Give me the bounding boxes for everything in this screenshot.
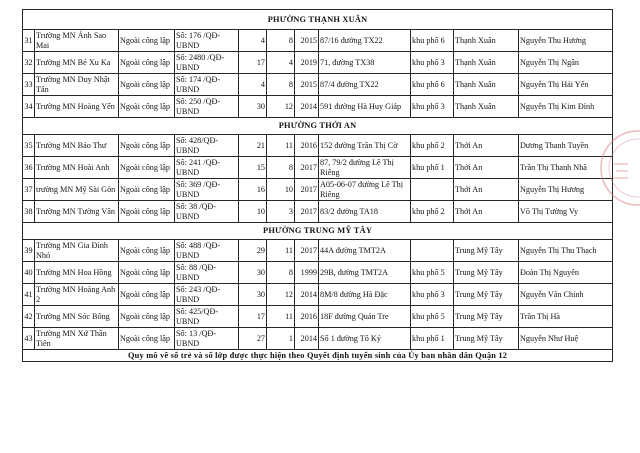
cell-address: 83/2 đường TA18 (319, 201, 411, 223)
cell-year: 2019 (295, 52, 319, 74)
cell-principal: Nguyễn Thị Ngân (519, 52, 613, 74)
cell-address: 591 đường Hà Huy Giáp (319, 96, 411, 118)
cell-principal: Trần Thị Hà (519, 306, 613, 328)
cell-decision: Số: 174 /QĐ-UBND (175, 74, 239, 96)
cell-stt: 37 (23, 179, 35, 201)
cell-year: 2016 (295, 306, 319, 328)
cell-day: 10 (239, 201, 267, 223)
cell-day: 30 (239, 284, 267, 306)
cell-name: Trường MN Bảo Thư (35, 135, 119, 157)
cell-name: Trường MN Sóc Bông (35, 306, 119, 328)
cell-quarter: khu phố 5 (411, 306, 454, 328)
seal-stamp-graphic (598, 124, 640, 216)
cell-quarter: khu phố 6 (411, 30, 454, 52)
table-row (23, 201, 613, 223)
cell-ward: Trung Mỹ Tây (454, 240, 519, 262)
cell-ward: Thới An (454, 201, 519, 223)
table-row (23, 284, 613, 306)
cell-day: 4 (239, 30, 267, 52)
cell-month: 4 (267, 52, 295, 74)
table-row (23, 262, 613, 284)
cell-year: 2015 (295, 74, 319, 96)
cell-type: Ngoài công lập (119, 74, 175, 96)
cell-stt: 32 (23, 52, 35, 74)
cell-decision: Số: 38 /QĐ-UBND (175, 201, 239, 223)
cell-name: Trường MN Xứ Thần Tiên (35, 328, 119, 350)
cell-day: 4 (239, 74, 267, 96)
cell-ward: Trung Mỹ Tây (454, 328, 519, 350)
cell-stt: 33 (23, 74, 35, 96)
cell-principal: Võ Thị Tường Vy (519, 201, 613, 223)
cell-quarter (411, 179, 454, 201)
cell-decision: Số: 243 /QĐ-UBND (175, 284, 239, 306)
table-row (23, 52, 613, 74)
cell-stt: 39 (23, 240, 35, 262)
roster-body (23, 10, 613, 350)
cell-ward: Thới An (454, 179, 519, 201)
cell-quarter: khu phố 1 (411, 328, 454, 350)
cell-decision: Số: 428/QĐ-UBND (175, 135, 239, 157)
cell-decision: Số: 88 /QĐ-UBND (175, 262, 239, 284)
cell-name: Trường MN Bé Xu Ka (35, 52, 119, 74)
cell-principal: Nguyễn Như Huệ (519, 328, 613, 350)
cell-month: 3 (267, 201, 295, 223)
table-row (23, 328, 613, 350)
cell-month: 12 (267, 96, 295, 118)
cell-quarter: khu phố 3 (411, 52, 454, 74)
cell-name: Trường MN Tường Vân (35, 201, 119, 223)
school-roster-table (22, 9, 613, 362)
cell-stt: 34 (23, 96, 35, 118)
cell-name: Trường MN Hoàng Yến (35, 96, 119, 118)
footer-row (23, 350, 613, 362)
cell-month: 8 (267, 30, 295, 52)
section-title: PHƯỜNG THẠNH XUÂN (23, 10, 613, 30)
cell-quarter: khu phố 3 (411, 284, 454, 306)
cell-stt: 40 (23, 262, 35, 284)
table-row (23, 96, 613, 118)
cell-address: 18F đường Quán Tre (319, 306, 411, 328)
cell-address: 87/16 đường TX22 (319, 30, 411, 52)
cell-month: 8 (267, 74, 295, 96)
cell-quarter: khu phố 2 (411, 135, 454, 157)
cell-type: Ngoài công lập (119, 96, 175, 118)
section-header-row (23, 223, 613, 240)
cell-ward: Thạnh Xuân (454, 52, 519, 74)
cell-day: 17 (239, 306, 267, 328)
cell-year: 2017 (295, 201, 319, 223)
cell-address: A05-06-07 đường Lê Thị Riêng (319, 179, 411, 201)
cell-decision: Số: 241 /QĐ-UBND (175, 157, 239, 179)
cell-quarter (411, 240, 454, 262)
cell-stt: 31 (23, 30, 35, 52)
cell-stt: 38 (23, 201, 35, 223)
cell-ward: Thới An (454, 157, 519, 179)
cell-quarter: khu phố 6 (411, 74, 454, 96)
cell-stt: 42 (23, 306, 35, 328)
cell-year: 2014 (295, 96, 319, 118)
cell-name: Trường MN Hoàng Anh 2 (35, 284, 119, 306)
cell-address: 87, 79/2 đường Lê Thị Riêng (319, 157, 411, 179)
seal-stamp (598, 124, 640, 216)
cell-decision: Số: 369 /QĐ-UBND (175, 179, 239, 201)
cell-month: 8 (267, 262, 295, 284)
cell-type: Ngoài công lập (119, 135, 175, 157)
table-row (23, 157, 613, 179)
cell-decision: Số: 250 /QĐ-UBND (175, 96, 239, 118)
cell-ward: Trung Mỹ Tây (454, 262, 519, 284)
cell-decision: Số: 13 /QĐ-UBND (175, 328, 239, 350)
cell-decision: Số: 176 /QĐ-UBND (175, 30, 239, 52)
footer-note: Quy mô về số trẻ và số lớp được thực hiện theo Quyết định tuyển sinh của Ủy ban nhân dân Quận 12 (23, 350, 613, 362)
section-title: PHƯỜNG TRUNG MỸ TÂY (23, 223, 613, 240)
cell-type: Ngoài công lập (119, 157, 175, 179)
cell-principal: Nguyễn Thị Thu Thạch (519, 240, 613, 262)
cell-stt: 43 (23, 328, 35, 350)
cell-stt: 36 (23, 157, 35, 179)
cell-day: 21 (239, 135, 267, 157)
cell-ward: Thạnh Xuân (454, 30, 519, 52)
cell-name: Trường MN Gia Đình Nhỏ (35, 240, 119, 262)
cell-month: 8 (267, 157, 295, 179)
cell-ward: Trung Mỹ Tây (454, 306, 519, 328)
cell-month: 12 (267, 284, 295, 306)
cell-year: 2017 (295, 240, 319, 262)
cell-decision: Số: 488 /QĐ-UBND (175, 240, 239, 262)
cell-ward: Thới An (454, 135, 519, 157)
cell-day: 16 (239, 179, 267, 201)
cell-type: Ngoài công lập (119, 30, 175, 52)
cell-address: 44A đường TMT2A (319, 240, 411, 262)
cell-month: 11 (267, 306, 295, 328)
cell-type: Ngoài công lập (119, 201, 175, 223)
table-row (23, 179, 613, 201)
cell-year: 2017 (295, 179, 319, 201)
cell-name: Trường MN Hoa Hồng (35, 262, 119, 284)
table-row (23, 135, 613, 157)
cell-principal: Nguyễn Thị Kim Đính (519, 96, 613, 118)
cell-type: Ngoài công lập (119, 328, 175, 350)
cell-decision: Số: 425/QĐ-UBND (175, 306, 239, 328)
cell-type: Ngoài công lập (119, 179, 175, 201)
cell-type: Ngoài công lập (119, 284, 175, 306)
cell-month: 1 (267, 328, 295, 350)
cell-name: Trường MN Hoài Anh (35, 157, 119, 179)
cell-year: 2017 (295, 157, 319, 179)
cell-address: 29B, đường TMT2A (319, 262, 411, 284)
cell-type: Ngoài công lập (119, 262, 175, 284)
cell-ward: Thạnh Xuân (454, 74, 519, 96)
cell-principal: Trần Thị Thanh Nhã (519, 157, 613, 179)
cell-principal: Dương Thanh Tuyền (519, 135, 613, 157)
cell-day: 15 (239, 157, 267, 179)
cell-name: trường MN Mỹ Sài Gòn (35, 179, 119, 201)
cell-stt: 41 (23, 284, 35, 306)
cell-quarter: khu phố 5 (411, 262, 454, 284)
cell-decision: Số: 2480 /QĐ-UBND (175, 52, 239, 74)
cell-type: Ngoài công lập (119, 306, 175, 328)
cell-day: 17 (239, 52, 267, 74)
cell-ward: Trung Mỹ Tây (454, 284, 519, 306)
cell-name: Trường MN Duy Nhật Tân (35, 74, 119, 96)
cell-address: Số 1 đường Tô Ký (319, 328, 411, 350)
table-row (23, 74, 613, 96)
cell-principal: Nguyễn Thị Hương (519, 179, 613, 201)
section-header-row (23, 10, 613, 30)
cell-year: 2014 (295, 284, 319, 306)
table-row (23, 306, 613, 328)
cell-month: 10 (267, 179, 295, 201)
cell-ward: Thạnh Xuân (454, 96, 519, 118)
cell-principal: Nguyễn Thu Hương (519, 30, 613, 52)
cell-type: Ngoài công lập (119, 240, 175, 262)
cell-day: 30 (239, 262, 267, 284)
cell-address: 152 đường Trần Thị Cờ (319, 135, 411, 157)
cell-principal: Đoàn Thị Nguyên (519, 262, 613, 284)
cell-year: 2016 (295, 135, 319, 157)
cell-name: Trường MN Ánh Sao Mai (35, 30, 119, 52)
cell-type: Ngoài công lập (119, 52, 175, 74)
cell-principal: Nguyễn Thị Hải Yến (519, 74, 613, 96)
cell-year: 2015 (295, 30, 319, 52)
section-title: PHƯỜNG THỚI AN (23, 118, 613, 135)
cell-quarter: khu phố 1 (411, 157, 454, 179)
table-row (23, 30, 613, 52)
cell-address: 8M/8 đường Hà Đặc (319, 284, 411, 306)
cell-year: 1999 (295, 262, 319, 284)
cell-day: 27 (239, 328, 267, 350)
cell-quarter: khu phố 3 (411, 96, 454, 118)
section-header-row (23, 118, 613, 135)
cell-address: 71, đường TX38 (319, 52, 411, 74)
cell-month: 11 (267, 135, 295, 157)
cell-day: 29 (239, 240, 267, 262)
cell-quarter: khu phố 2 (411, 201, 454, 223)
cell-address: 87/4 đường TX22 (319, 74, 411, 96)
cell-principal: Nguyễn Văn Chính (519, 284, 613, 306)
cell-month: 11 (267, 240, 295, 262)
table-row (23, 240, 613, 262)
cell-stt: 35 (23, 135, 35, 157)
cell-day: 30 (239, 96, 267, 118)
cell-year: 2014 (295, 328, 319, 350)
